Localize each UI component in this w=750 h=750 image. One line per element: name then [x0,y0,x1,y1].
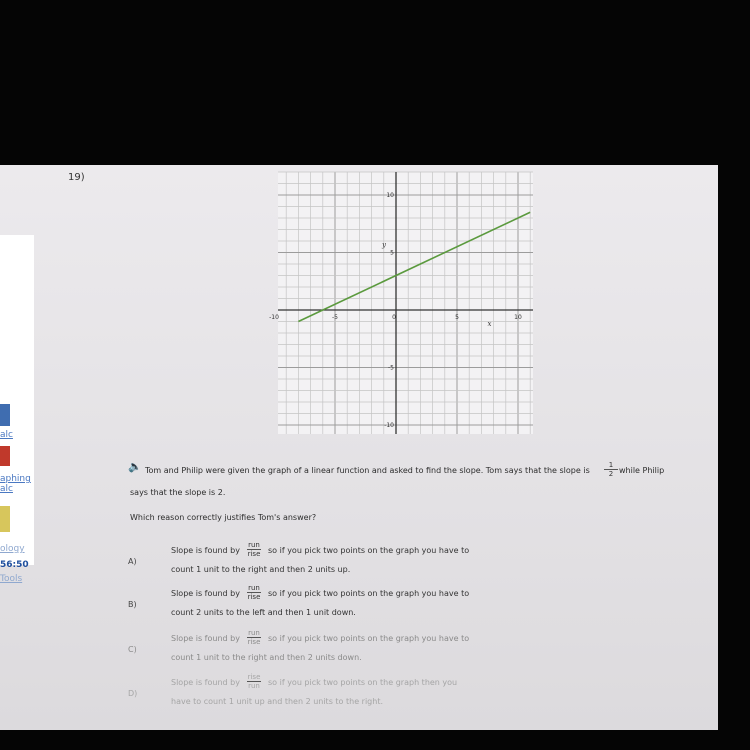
highlighter-icon[interactable] [0,506,10,532]
sidebar-item-calc[interactable]: alc [0,430,13,440]
option-fraction [245,541,263,558]
option-text-after: so if you pick two points on the graph you have to [268,589,470,598]
y-axis-label: y [382,240,386,249]
tom-slope-fraction [602,461,620,478]
tom-slope-num: 1 [608,461,614,469]
option-text-before: Slope is found by [171,589,240,598]
fraction-denominator: rise [247,550,261,558]
x-axis-label: x [487,320,492,328]
y-tick-label: 5 [390,249,394,257]
option-text-line2: count 2 units to the left and then 1 unit down. [171,608,356,617]
x-tick-label: -10 [269,314,279,321]
tom-slope-den: 2 [608,470,614,478]
fraction-denominator: run [248,682,260,690]
option-letter[interactable]: C) [128,645,137,654]
x-tick-label: -5 [332,314,338,321]
sidebar-item-ology[interactable]: ology [0,544,25,554]
option-text-before: Slope is found by [171,634,240,643]
x-tick-label: 0 [392,314,396,321]
fraction-numerator: rise [247,673,261,681]
timer-readout: 56:50 [0,560,29,570]
sidebar-item-graphing-calc[interactable]: alc [0,484,13,494]
fraction-numerator: run [248,584,260,592]
option-letter[interactable]: A) [128,557,137,566]
y-tick-label: -10 [384,422,394,429]
option-fraction [245,584,263,601]
option-letter[interactable]: D) [128,689,138,698]
sidebar [0,400,34,600]
option-text-after: so if you pick two points on the graph then you [268,678,458,687]
option-letter[interactable]: B) [128,600,137,609]
calculator-icon[interactable] [0,404,10,426]
graph-background [278,172,533,434]
sidebar-item-graphing[interactable]: aphing [0,474,31,484]
question-number: 19) [68,172,85,183]
fraction-numerator: run [248,629,260,637]
option-text-line2: have to count 1 unit up and then 2 units to the right. [171,697,383,706]
option-text-before: Slope is found by [171,546,240,555]
fraction-denominator: rise [247,638,261,646]
question-text: Which reason correctly justifies Tom's answer? [130,513,317,522]
option-fraction [245,673,263,690]
option-text-before: Slope is found by [171,678,240,687]
prompt-line1-before: Tom and Philip were given the graph of a linear function and asked to find the slope. Tom says that the slope is [145,466,590,475]
y-tick-label: -5 [388,364,394,372]
fraction-denominator: rise [247,593,261,601]
option-text-line2: count 1 unit to the right and then 2 units down. [171,653,362,662]
prompt-line1-after: while Philip [619,466,665,475]
fraction-numerator: run [248,541,260,549]
coordinate-graph [269,172,533,434]
option-text-after: so if you pick two points on the graph you have to [268,546,470,555]
speaker-icon[interactable]: 🔈 [128,460,142,473]
prompt-line2: says that the slope is 2. [130,488,226,497]
option-text-line2: count 1 unit to the right and then 2 units up. [171,565,351,574]
option-text-after: so if you pick two points on the graph you have to [268,634,470,643]
graphing-calculator-icon[interactable] [0,446,10,466]
option-fraction [245,629,263,646]
y-tick-label: 10 [386,192,394,199]
x-tick-label: 5 [455,314,459,321]
sidebar-item-tools[interactable]: Tools [0,574,23,584]
x-tick-label: 10 [514,314,522,321]
